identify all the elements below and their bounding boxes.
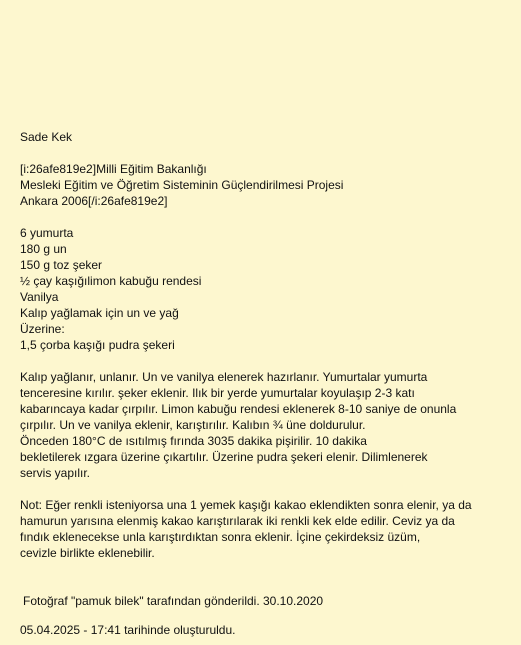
spacer [20,561,515,593]
ingredient-item: Kalıp yağlamak için un ve yağ [20,306,179,320]
ingredient-item: 6 yumurta [20,226,74,240]
photo-credit: Fotoğraf "pamuk bilek" tarafından gönderildi. 30.10.2020 [23,594,324,608]
ingredient-item: ½ çay kaşığılimon kabuğu rendesi [20,274,202,288]
source-line: Ankara 2006[/i:26afe819e2] [20,194,168,208]
note-line: cevizle birlikte eklenebilir. [20,546,155,560]
instruction-line: Önceden 180°C de ısıtılmış fırında 3035 dakika pişirilir. 10 dakika [20,434,367,448]
instruction-line: tenceresine kırılır. şeker eklenir. Ilık bir yerde yumurtalar koyulaşıp 2-3 katı [20,386,415,400]
instruction-line: bekletilerek ızgara üzerine çıkartılır. Üzerine pudra şekeri elenir. Dilimlenerek [20,450,428,464]
source-line: Mesleki Eğitim ve Öğretim Sisteminin Güçlendirilmesi Projesi [20,178,344,192]
ingredient-item: 150 g toz şeker [20,258,103,272]
instruction-line: servis yapılır. [20,466,91,480]
note-line: fındık eklenecekse unla karıştırdıktan sonra eklenir. İçine çekirdeksiz üzüm, [20,530,421,544]
ingredient-item: 1,5 çorba kaşığı pudra şekeri [20,338,175,352]
instruction-line: kabarıncaya kadar çırpılır. Limon kabuğu rendesi eklenerek 8-10 saniye de onunla [20,402,457,416]
instruction-line: Kalıp yağlanır, unlanır. Un ve vanilya elenerek hazırlanır. Yumurtalar yumurta [20,370,428,384]
source-line: [i:26afe819e2]Milli Eğitim Bakanlığı [20,162,207,176]
note-paragraph [20,497,515,561]
recipe-title: Sade Kek [20,130,73,144]
ingredients-list [20,225,515,353]
ingredient-item: Üzerine: [20,322,65,336]
recipe-page [20,129,515,638]
ingredient-item: Vanilya [20,290,59,304]
source-block [20,161,515,209]
instruction-line: çırpılır. Un ve vanilya eklenir, karıştırılır. Kalıbın ¾ ünе doldurulur. [20,418,366,432]
created-date: 05.04.2025 - 17:41 tarihinde oluşturuldu. [20,623,236,637]
note-line: hamurun yarısına elenmiş kakao karıştırılarak iki renkli kek elde edilir. Ceviz ya da [20,514,455,528]
instructions-paragraph [20,369,515,481]
note-line: Not: Eğer renkli isteniyorsa una 1 yemek kaşığı kakao eklendikten sonra elenir, ya da [20,498,472,512]
ingredient-item: 180 g un [20,242,67,256]
